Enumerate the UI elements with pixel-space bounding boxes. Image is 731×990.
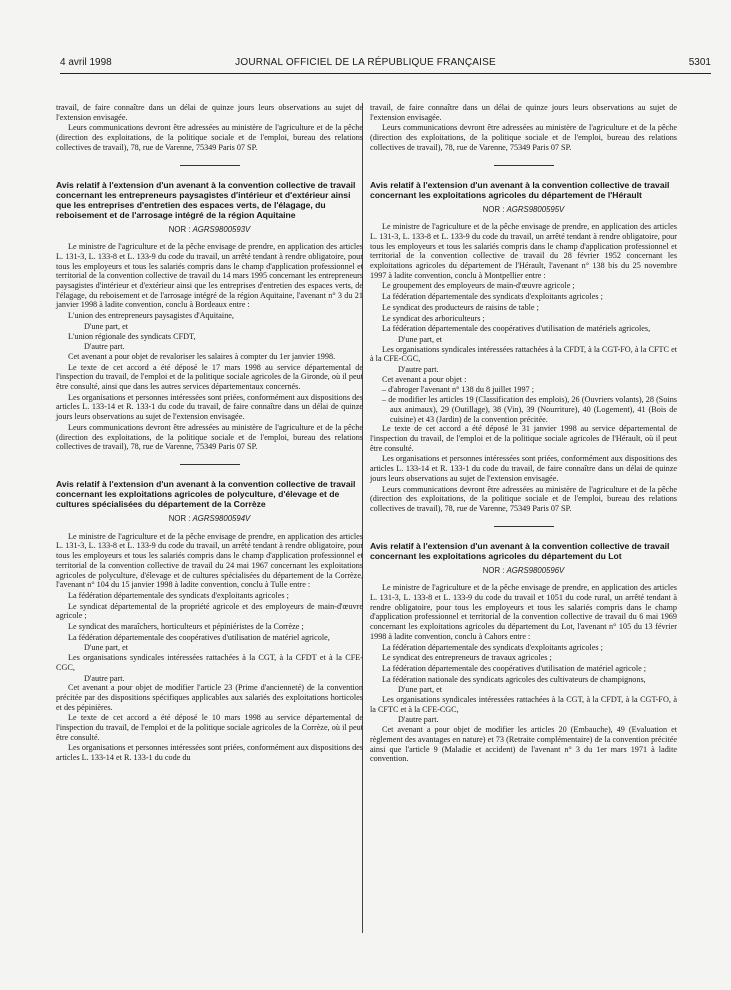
- paragraph: Le ministre de l'agriculture et de la pêche envisage de prendre, en application des articles L. 131-3, L. 133-8 et L. 133-9 du code du travail, un arrêté tendant à rendre obligatoire, pour tous les employeurs et tous les salariés compris dans le champ d'application professionnel et territorial de la convention collective de travail du 14 mars 1995 concernant les entrepreneurs paysagistes d'intérieur et d'extérieur ainsi que les entreprises d'entretien des espaces verts, de l'élagage, du reboisement et de l'arrosage intégré de la région Aquitaine, l'avenant n° 3 du 21 janvier 1998 à ladite convention, conclu à Bordeaux entre :: [56, 242, 363, 310]
- nor-label: NOR :: [168, 224, 191, 234]
- paragraph: Leurs communications devront être adressées au ministère de l'agriculture et de la pêche (direction des exploitations, de la politique sociale et de l'emploi, bureau des relations collectives de travail), 78, rue de Varenne, 75349 Paris 07 SP.: [370, 123, 677, 152]
- paragraph: La fédération départementale des syndicats d'exploitants agricoles ;: [68, 590, 289, 600]
- paragraph: Leurs communications devront être adressées au ministère de l'agriculture et de la pêche (direction des exploitations, de la politique sociale et de l'emploi, bureau des relations collectives de travail), 78, rue de Varenne, 75349 Paris 07 SP.: [370, 484, 677, 513]
- paragraph: Les organisations syndicales intéressées rattachées à la CGT, à la CFDT, à la CGT-FO, à la CFTC et à la CFE-CGC,: [370, 695, 677, 714]
- paragraph: Les organisations syndicales intéressées rattachées à la CFDT, à la CGT-FO, à la CFTC et à la CFE-CGC,: [370, 344, 677, 364]
- paragraph: D'autre part.: [398, 365, 439, 375]
- paragraph: Le syndicat des arboriculteurs ;: [382, 313, 485, 323]
- nor-label: NOR :: [482, 204, 505, 214]
- paragraph: L'union des entrepreneurs paysagistes d'Aquitaine,: [68, 311, 234, 321]
- paragraph: Le syndicat départemental de la propriété agricole et des employeurs de main-d'œuvre agricole ;: [56, 601, 363, 621]
- paragraph: travail, de faire connaître dans un délai de quinze jours leurs observations au sujet de l'extension envisagée.: [56, 103, 363, 122]
- paragraph: Les organisations et personnes intéressées sont priées, conformément aux dispositions des articles L. 133-14 et R. 133-1 du code du travail, de faire connaître dans un délai de quinze jours leurs observations au sujet de l'extension envisagée.: [56, 392, 363, 422]
- nor-code: AGRS9800594V: [192, 513, 251, 523]
- paragraph: Cet avenant a pour objet de modifier l'article 23 (Prime d'ancienneté) de la convention précitée par des dispositions spécifiques applicables aux salariés des exploitations horticoles et des pépinières.: [56, 683, 363, 712]
- paragraph: Le ministre de l'agriculture et de la pêche envisage de prendre, en application des articles L. 131-3, L. 133-8 et L. 133-9 du code du travail et 1051 du code rural, un arrêté tendant à rendre obligatoire, pour tous les employeurs et tous les salariés compris dans le champ d'application professionnel et territorial de la convention collective de travail du 6 mai 1969 concernant les exploitations agricoles du département du Lot, l'avenant n° 105 du 13 février 1998 à ladite convention, conclu à Cahors entre :: [370, 583, 677, 641]
- paragraph: Le ministre de l'agriculture et de la pêche envisage de prendre, en application des articles L. 131-3, L. 133-8 et L. 133-9 du code du travail, un arrêté tendant à rendre obligatoire, pour tous les employeurs et tous les salariés compris dans le champ d'application professionnel et territorial de la convention collective de travail du 28 février 1952 concernant les exploitations agricoles du département de l'Hérault, l'avenant n° 138 bis du 25 novembre 1997 à ladite convention, conclu à Montpellier entre :: [370, 222, 677, 280]
- paragraph: D'autre part.: [84, 673, 125, 683]
- separator: [494, 165, 554, 166]
- paragraph: La fédération départementale des coopératives d'utilisation de matériels agricoles,: [382, 324, 651, 334]
- paragraph: D'une part, et: [84, 321, 128, 331]
- paragraph: Le ministre de l'agriculture et de la pêche envisage de prendre, en application des articles L. 131-3, L. 133-8 et L. 133-9 du code du travail, un arrêté tendant à rendre obligatoire, pour tous les employeurs et tous les salariés compris dans le champ d'application professionnel et territorial de la convention collective de travail du 24 mai 1967 concernant les exploitations agricoles de polyculture, d'élevage et de cultures spécialisées du département de la Corrèze, l'avenant n° 104 du 15 janvier 1998 à ladite convention, conclu à Tulle entre :: [56, 531, 363, 590]
- paragraph: L'union régionale des syndicats CFDT,: [68, 331, 196, 341]
- paragraph: Cet avenant a pour objet de revaloriser les salaires à compter du 1er janvier 1998.: [68, 351, 336, 361]
- left-column: [56, 103, 363, 764]
- paragraph: travail, de faire connaître dans un délai de quinze jours leurs observations au sujet de l'extension envisagée.: [370, 103, 677, 122]
- separator: [180, 464, 240, 465]
- nor-reference: [56, 225, 363, 235]
- paragraph: La fédération départementale des coopératives d'utilisation de matériel agricole ;: [382, 663, 647, 673]
- nor-label: NOR :: [168, 513, 191, 523]
- nor-label: NOR :: [482, 565, 505, 575]
- notice-title: Avis relatif à l'extension d'un avenant à la convention collective de travail concernant les exploitations agricoles du département de l'Hérault: [370, 179, 670, 200]
- nor-code: AGRS9800593V: [192, 224, 251, 234]
- paragraph: Les organisations et personnes intéressées sont priées, conformément aux dispositions des articles L. 133-14 et R. 133-1 du code du: [56, 743, 363, 763]
- right-column: [370, 103, 677, 765]
- paragraph: Le syndicat des maraîchers, horticulteurs et pépiniéristes de la Corrèze ;: [68, 622, 304, 632]
- notice-title: Avis relatif à l'extension d'un avenant à la convention collective de travail concernant les exploitations agricoles de polyculture, d'élevage et de cultures spécialisées du département de la Corrèze: [56, 478, 356, 509]
- notice-title: Avis relatif à l'extension d'un avenant à la convention collective de travail concernant les exploitations agricoles du département du Lot: [370, 540, 670, 561]
- paragraph: Le texte de cet accord a été déposé le 31 janvier 1998 au service départemental de l'inspection du travail, de l'emploi et de la politique sociale agricoles de l'Hérault, où il peut être consulté.: [370, 424, 677, 453]
- paragraph: Le syndicat des producteurs de raisins de table ;: [382, 302, 539, 312]
- paragraph: Leurs communications devront être adressées au ministère de l'agriculture et de la pêche (direction des exploitations, de la politique sociale et de l'emploi, bureau des relations collectives de travail), 78, rue de Varenne, 75349 Paris 07 SP.: [56, 123, 363, 152]
- nor-code: AGRS9800596V: [506, 565, 565, 575]
- paragraph: La fédération départementale des syndicats d'exploitants agricoles ;: [382, 642, 603, 652]
- paragraph: D'une part, et: [398, 334, 442, 344]
- nor-code: AGRS9800595V: [506, 204, 565, 214]
- paragraph: Les organisations et personnes intéressées sont priées, conformément aux dispositions des articles L. 133-14 et R. 133-1 du code du travail, de faire connaître dans un délai de quinze jours leurs observations au sujet de l'extension envisagée.: [370, 454, 677, 483]
- paragraph: La fédération départementale des syndicats d'exploitants agricoles ;: [382, 292, 603, 302]
- page-number: 5301: [688, 57, 711, 68]
- page-header: [20, 47, 711, 69]
- paragraph: Le texte de cet accord a été déposé le 10 mars 1998 au service départemental de l'inspection du travail, de l'emploi et de la politique sociale agricoles de la Corrèze, où il peut être consulté.: [56, 713, 363, 742]
- header-rule: [60, 73, 711, 74]
- paragraph: Les organisations syndicales intéressées rattachées à la CGT, à la CFDT et à la CFE-CGC,: [56, 653, 363, 672]
- nor-reference: [56, 514, 363, 524]
- separator: [494, 526, 554, 527]
- nor-reference: [370, 205, 677, 215]
- paragraph: La fédération nationale des syndicats agricoles des cultivateurs de champignons,: [382, 674, 646, 684]
- paragraph: D'une part, et: [398, 685, 442, 695]
- paragraph: Cet avenant a pour objet de modifier les articles 20 (Embauche), 49 (Evaluation et règlement des avantages en nature) et 73 (Retraite complémentaire) de la convention précitée ainsi que l'article 9 (Maladie et accident) de l'avenant n° 3 du 1er mars 1971 à ladite convention.: [370, 725, 677, 764]
- paragraph: Le groupement des employeurs de main-d'œuvre agricole ;: [382, 281, 575, 291]
- issue-date: 4 avril 1998: [60, 57, 112, 68]
- journal-title: JOURNAL OFFICIEL DE LA RÉPUBLIQUE FRANÇAISE: [235, 57, 496, 68]
- paragraph: Le texte de cet accord a été déposé le 17 mars 1998 au service départemental de l'inspection du travail, de l'emploi et de la politique sociale agricoles de la Gironde, où il peut être consulté, ainsi que dans les autres services départementaux concernés.: [56, 362, 363, 392]
- list-item: – de modifier les articles 19 (Classification des emplois), 26 (Ouvriers volants), 28 (Soins aux animaux), 29 (Outillage), 38 (Vin), 39 (Nourriture), 40 (Logement), 41 (Bois de cuisine) et 43 (Jardin) de la convention précitée.: [382, 395, 677, 424]
- paragraph: D'une part, et: [84, 643, 128, 653]
- paragraph: Le syndicat des entrepreneurs de travaux agricoles ;: [382, 653, 552, 663]
- paragraph: Leurs communications devront être adressées au ministère de l'agriculture et de la pêche (direction des exploitations, de la politique sociale et de l'emploi, bureau des relations collectives de travail), 78, rue de Varenne, 75349 Paris 07 SP.: [56, 422, 363, 452]
- paragraph: Cet avenant a pour objet :: [382, 374, 467, 384]
- notice-title: Avis relatif à l'extension d'un avenant à la convention collective de travail concernant les entrepreneurs paysagistes d'intérieur et d'extérieur ainsi que les entreprises d'entretien des espaces verts, de l'élagage, du reboisement et de l'arrosage intégré de la région Aquitaine: [56, 179, 356, 220]
- paragraph: D'autre part.: [398, 715, 439, 725]
- paragraph: D'autre part.: [84, 342, 125, 352]
- list-item: – d'abroger l'avenant n° 138 du 8 juillet 1997 ;: [382, 385, 534, 395]
- separator: [180, 165, 240, 166]
- nor-reference: [370, 566, 677, 576]
- paragraph: La fédération départementale des coopératives d'utilisation de matériel agricole,: [68, 632, 330, 642]
